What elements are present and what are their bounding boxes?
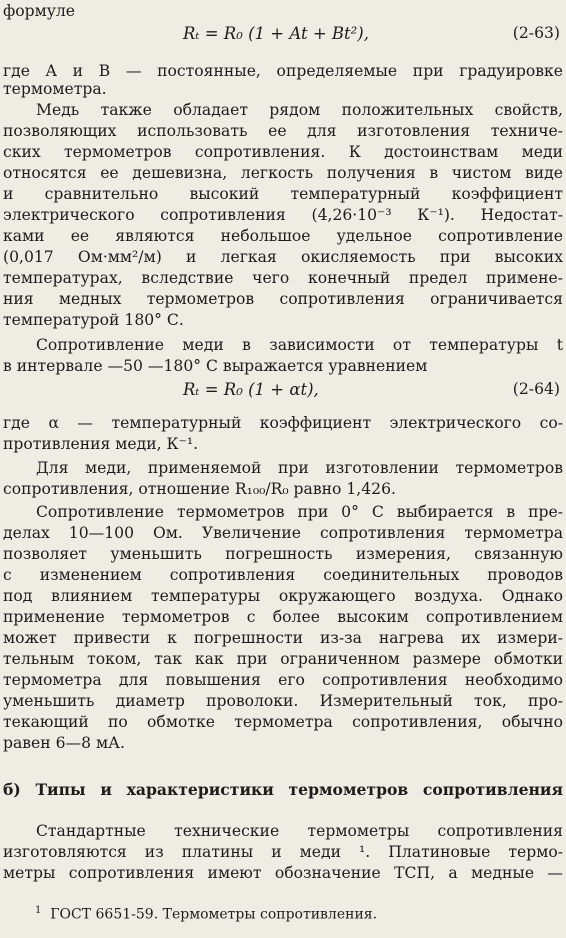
paragraph-line: температурой 180° С.	[3, 311, 184, 329]
paragraph-line: термометра для повышения его сопротивления необходимо	[3, 671, 563, 689]
paragraph-line: позволяет уменьшить погрешность измерения, связанную	[3, 545, 563, 563]
paragraph-line: Медь также обладает рядом положительных свойств,	[36, 101, 563, 119]
paragraph-line: и сравнительно высокий температурный коэффициент	[3, 185, 563, 203]
equation-2-63	[3, 2, 563, 43]
paragraph-line: тельным током, так как при ограниченном размере обмотки	[3, 650, 563, 668]
paragraph-line: Сопротивление меди в зависимости от температуры t	[36, 336, 563, 354]
paragraph-line: сопротивления, отношение R₁₀₀/R₀ равно 1,426.	[3, 480, 396, 498]
paragraph-line: делах 10—100 Ом. Увеличение сопротивления термометра	[3, 524, 563, 542]
paragraph-line: противления меди, К⁻¹.	[3, 435, 199, 453]
paragraph-line: с изменением сопротивления соединительных проводов	[3, 566, 563, 584]
paragraph-line: Сопротивление термометров при 0° С выбирается в пре-	[36, 503, 563, 521]
paragraph-line: Стандартные технические термометры сопротивления	[36, 822, 563, 840]
paragraph-line: изготовляются из платины и меди ¹. Платиновые термо-	[3, 843, 563, 861]
paragraph-line: текающий по обмотке термометра сопротивления, обычно	[3, 713, 563, 731]
section-heading: б) Типы и характеристики термометров сопротивления	[3, 780, 563, 799]
paragraph-line: (0,017 Ом·мм²/м) и легкая окисляемость при высоких	[3, 248, 563, 266]
equation-formula: Rₜ = R₀ (1 + αt),	[183, 380, 319, 399]
footnote	[35, 905, 377, 923]
paragraph-line: относятся ее дешевизна, легкость получения в чистом виде	[3, 164, 563, 182]
paragraph-line: метры сопротивления имеют обозначение ТСП, а медные —	[3, 864, 563, 882]
paragraph-line: термометра.	[3, 80, 107, 98]
equation-2-64	[3, 380, 563, 402]
footnote-text: ГОСТ 6651-59. Термометры сопротивления.	[50, 906, 378, 923]
paragraph-line: Для меди, применяемой при изготовлении термометров	[36, 459, 563, 477]
paragraph-line: где A и B — постоянные, определяемые при градуировке	[3, 62, 563, 80]
equation-number: (2-63)	[512, 24, 560, 42]
equation-formula: Rₜ = R₀ (1 + At + Bt²),	[183, 24, 369, 43]
paragraph-line: ских термометров сопротивления. К достоинствам меди	[3, 143, 563, 161]
paragraph-line: ния медных термометров сопротивления ограничивается	[3, 290, 563, 308]
paragraph-line: равен 6—8 мА.	[3, 734, 125, 752]
equation-number: (2-64)	[512, 380, 560, 398]
paragraph-line: может привести к погрешности из-за нагрева их измери-	[3, 629, 563, 647]
paragraph-line: уменьшить диаметр проволоки. Измерительный ток, про-	[3, 692, 563, 710]
paragraph-line: температурах, вследствие чего конечный предел примене-	[3, 269, 563, 287]
paragraph-line: под влиянием температуры окружающего воздуха. Однако	[3, 587, 563, 605]
paragraph-line: ками ее являются небольшое удельное сопротивление	[3, 227, 563, 245]
paragraph-line: позволяющих использовать ее для изготовления техниче-	[3, 122, 563, 140]
footnote-mark: 1	[35, 905, 42, 916]
paragraph-line: электрического сопротивления (4,26·10⁻³ К⁻¹). Недостат-	[3, 206, 563, 224]
paragraph-line: где α — температурный коэффициент электрического со-	[3, 414, 563, 432]
paragraph-line: применение термометров с более высоким сопротивлением	[3, 608, 563, 626]
equation-lead-text: формуле	[3, 2, 76, 20]
paragraph-line: в интервале —50 —180° С выражается уравнением	[3, 357, 428, 375]
